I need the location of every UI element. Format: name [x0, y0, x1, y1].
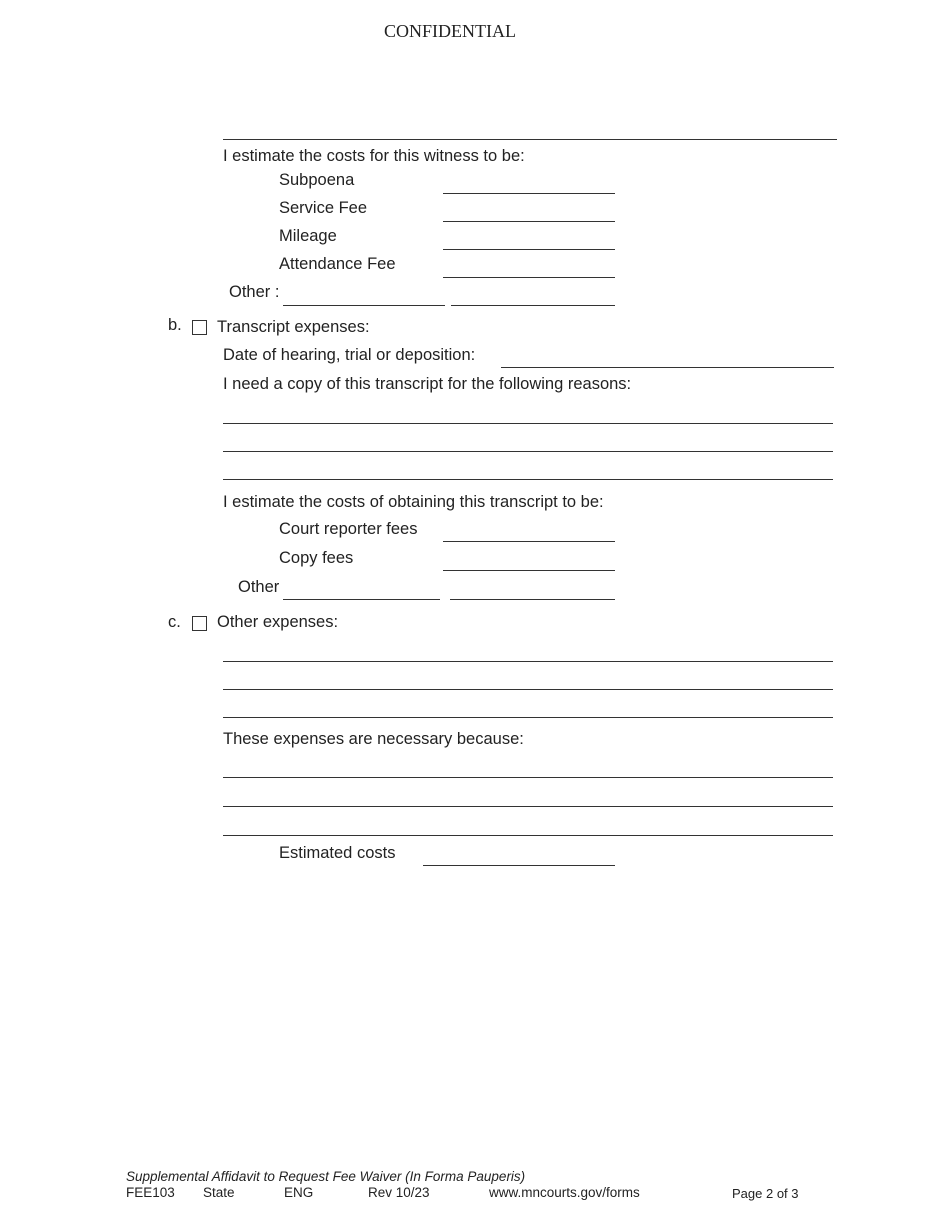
- other-expense-line-3[interactable]: [223, 717, 833, 718]
- transcript-expenses-label: Transcript expenses:: [217, 318, 370, 336]
- item-letter-b: b.: [168, 316, 182, 334]
- footer-revision: Rev 10/23: [368, 1185, 430, 1200]
- hearing-date-field[interactable]: [501, 367, 834, 368]
- copy-fees-field[interactable]: [443, 570, 615, 571]
- copy-fees-label: Copy fees: [279, 549, 354, 567]
- transcript-expenses-checkbox[interactable]: [192, 320, 207, 335]
- estimated-costs-label: Estimated costs: [279, 844, 396, 862]
- witness-costs-intro: I estimate the costs for this witness to be:: [223, 147, 525, 165]
- hearing-date-label: Date of hearing, trial or deposition:: [223, 346, 476, 364]
- court-reporter-fees-field[interactable]: [443, 541, 615, 542]
- transcript-reason-line-3[interactable]: [223, 479, 833, 480]
- subpoena-label: Subpoena: [279, 171, 355, 189]
- necessary-reason-line-1[interactable]: [223, 777, 833, 778]
- service-fee-label: Service Fee: [279, 199, 368, 217]
- transcript-other-label: Other: [238, 578, 280, 596]
- service-fee-cost-field[interactable]: [443, 221, 615, 222]
- attendance-fee-cost-field[interactable]: [443, 277, 615, 278]
- other-expense-line-2[interactable]: [223, 689, 833, 690]
- witness-other-label: Other :: [229, 283, 280, 301]
- transcript-reason-line-2[interactable]: [223, 451, 833, 452]
- footer-website: www.mncourts.gov/forms: [489, 1185, 640, 1200]
- estimated-costs-field[interactable]: [423, 865, 615, 866]
- court-reporter-fees-label: Court reporter fees: [279, 520, 418, 538]
- transcript-other-cost-field[interactable]: [450, 599, 615, 600]
- transcript-other-description-field[interactable]: [283, 599, 440, 600]
- attendance-fee-label: Attendance Fee: [279, 255, 396, 273]
- necessary-because-label: These expenses are necessary because:: [223, 730, 524, 748]
- witness-other-description-field[interactable]: [283, 305, 445, 306]
- witness-other-cost-field[interactable]: [451, 305, 615, 306]
- footer-language: ENG: [284, 1185, 314, 1200]
- other-expenses-label: Other expenses:: [217, 613, 339, 631]
- transcript-reason-line-1[interactable]: [223, 423, 833, 424]
- footer-form-title: Supplemental Affidavit to Request Fee Waiver (In Forma Pauperis): [126, 1169, 526, 1184]
- subpoena-cost-field[interactable]: [443, 193, 615, 194]
- mileage-cost-field[interactable]: [443, 249, 615, 250]
- necessary-reason-line-3[interactable]: [223, 835, 833, 836]
- witness-name-line[interactable]: [223, 139, 837, 140]
- mileage-label: Mileage: [279, 227, 337, 245]
- confidential-header: CONFIDENTIAL: [384, 21, 516, 41]
- footer-page-number: Page 2 of 3: [732, 1186, 799, 1201]
- other-expenses-checkbox[interactable]: [192, 616, 207, 631]
- item-letter-c: c.: [168, 613, 181, 631]
- other-expense-line-1[interactable]: [223, 661, 833, 662]
- transcript-estimate-intro: I estimate the costs of obtaining this transcript to be:: [223, 493, 604, 511]
- necessary-reason-line-2[interactable]: [223, 806, 833, 807]
- footer-form-code: FEE103: [126, 1185, 175, 1200]
- footer-jurisdiction: State: [203, 1185, 235, 1200]
- transcript-reasons-label: I need a copy of this transcript for the following reasons:: [223, 375, 632, 393]
